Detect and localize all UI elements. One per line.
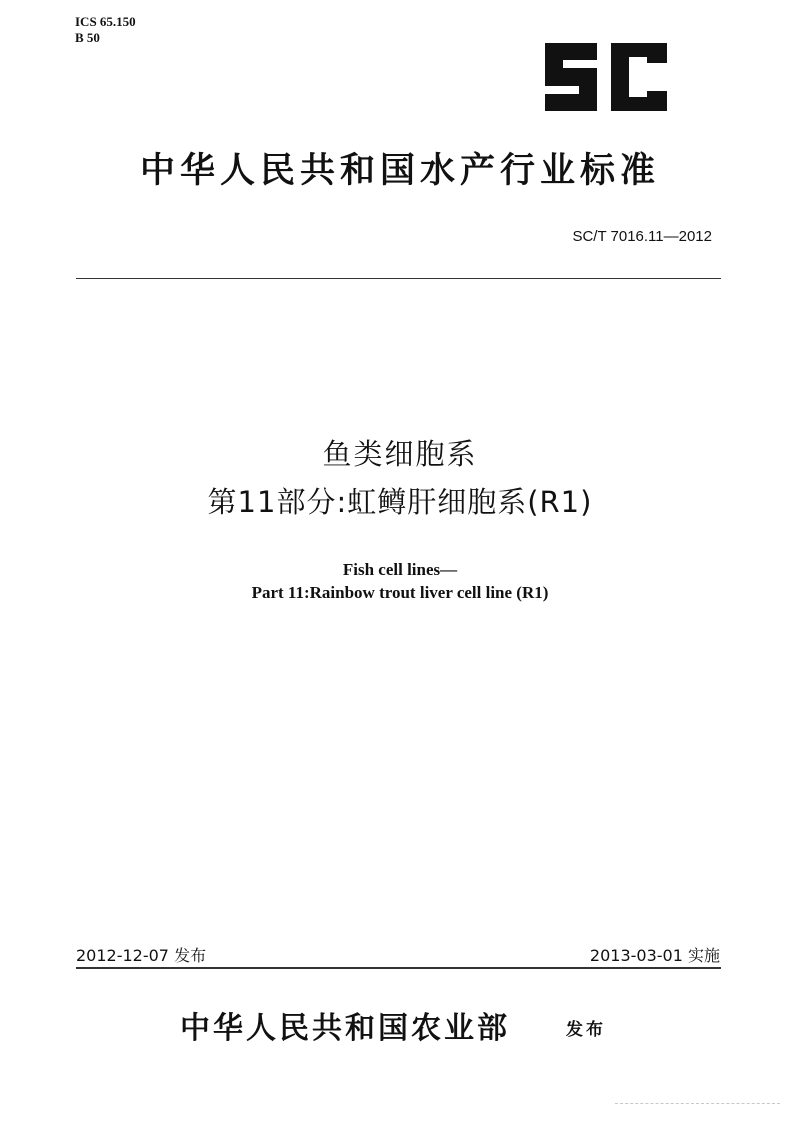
- sc-logo-text: SC: [541, 43, 543, 44]
- footer-divider: [76, 967, 721, 969]
- standard-number: SC/T 7016.11—2012: [572, 228, 712, 245]
- title-en-part: Part 11:Rainbow trout liver cell line (R1): [251, 583, 549, 602]
- sc-logo: [541, 43, 670, 111]
- sc-logo-c-shape: [611, 43, 667, 111]
- ics-code: ICS 65.150: [75, 14, 136, 29]
- ccs-code: B 50: [75, 30, 100, 45]
- classification-codes: [75, 14, 136, 46]
- scan-artifact-divider: [615, 1103, 780, 1104]
- title-cn-main: 鱼类细胞系: [322, 437, 478, 471]
- sc-logo-s-shape: [545, 43, 597, 111]
- implementation-date: 2013-03-01 实施: [589, 946, 720, 965]
- header-divider: [76, 278, 721, 279]
- issue-date: 2012-12-07 发布: [76, 946, 207, 965]
- standard-type-heading: 中华人民共和国水产行业标准: [139, 151, 660, 191]
- issuing-label: 发布: [566, 1020, 606, 1040]
- title-en-main: Fish cell lines—: [342, 560, 458, 579]
- issuing-authority: 中华人民共和国农业部: [180, 1011, 510, 1046]
- title-cn-part: 第11部分:虹鳟肝细胞系(R1): [207, 485, 593, 519]
